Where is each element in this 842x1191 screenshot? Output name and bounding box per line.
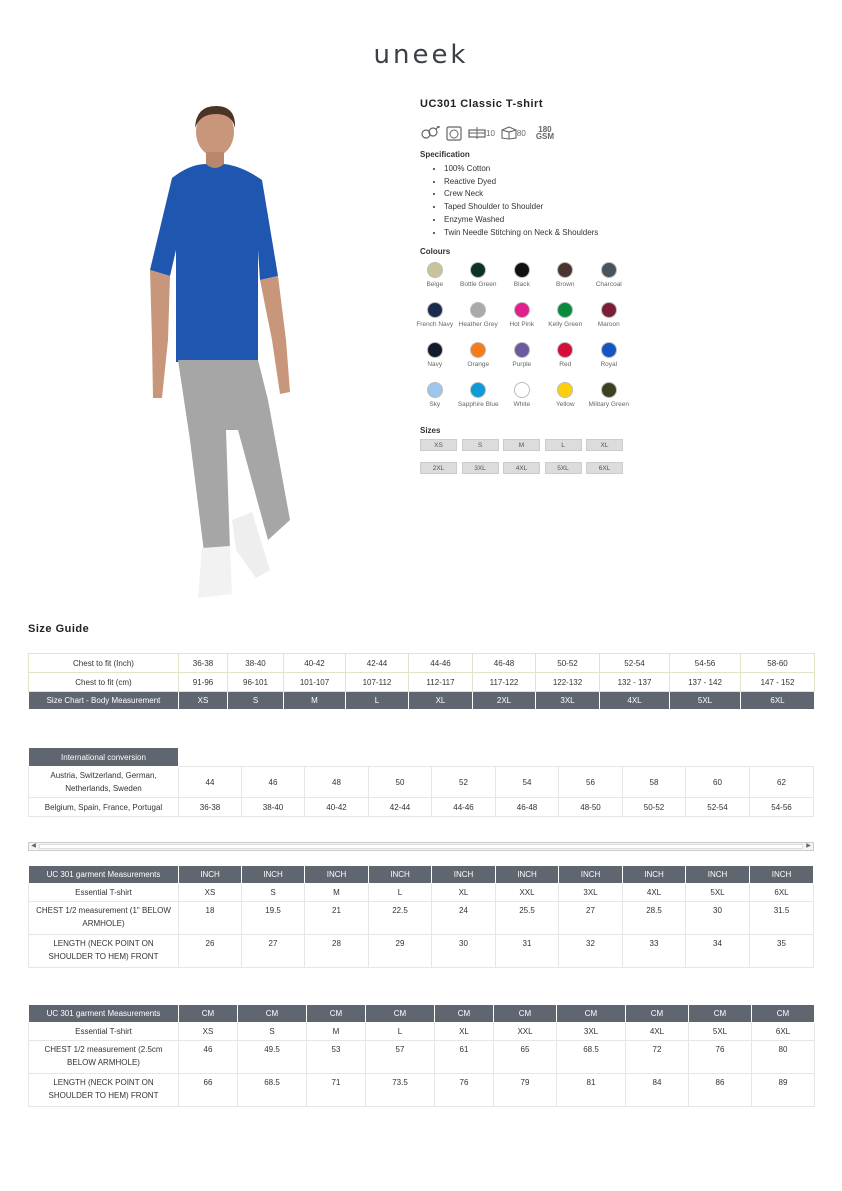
colour-dot[interactable] xyxy=(470,302,486,318)
table-cell: 50-52 xyxy=(536,654,600,673)
colour-dot[interactable] xyxy=(601,262,617,278)
table-cell: 46 xyxy=(242,767,305,798)
table-row xyxy=(29,673,815,692)
table-cell: 5XL xyxy=(670,692,741,710)
colour-name: Black xyxy=(513,281,530,289)
table-cell: CM xyxy=(689,1005,752,1023)
table-cell: 117-122 xyxy=(473,673,536,692)
table-cell: 132 - 137 xyxy=(600,673,670,692)
table-cell: 3XL xyxy=(536,692,600,710)
table-cell: 46-48 xyxy=(473,654,536,673)
table-cell: 25.5 xyxy=(496,902,559,935)
table-cell: 36-38 xyxy=(179,798,242,817)
table-row xyxy=(29,1005,815,1023)
product-info xyxy=(416,98,820,474)
colour-dot[interactable] xyxy=(557,262,573,278)
carton-icon xyxy=(501,126,526,140)
table-cell: INCH xyxy=(369,866,432,884)
table-cell: 38-40 xyxy=(242,798,305,817)
table-cell: 42-44 xyxy=(346,654,409,673)
table-row xyxy=(29,767,814,798)
spec-item: • Enzyme Washed xyxy=(444,214,820,227)
table-cell: 35 xyxy=(750,935,814,968)
table-cell: 46-48 xyxy=(496,798,559,817)
table-cell: 28 xyxy=(305,935,369,968)
spec-item: • Twin Needle Stitching on Neck & Shoulders xyxy=(444,227,820,240)
table-cell: M xyxy=(305,884,369,902)
colour-name: Sapphire Blue xyxy=(457,401,499,409)
table-cell: 33 xyxy=(623,935,686,968)
colour-name: Bottle Green xyxy=(460,281,497,289)
empty-cell xyxy=(369,748,432,767)
colour-name: Heather Grey xyxy=(458,321,498,329)
colour-swatch[interactable] xyxy=(457,382,501,418)
table-row xyxy=(29,654,815,673)
table-cell: 54-56 xyxy=(670,654,741,673)
colour-name: Purple xyxy=(512,361,532,369)
table-cell: XXL xyxy=(496,884,559,902)
table-cell: L xyxy=(369,884,432,902)
table-cell: 58 xyxy=(623,767,686,798)
table-cell: 72 xyxy=(626,1041,689,1074)
colour-swatch[interactable] xyxy=(544,382,588,418)
colour-dot[interactable] xyxy=(514,302,530,318)
size-chip[interactable]: 4XL xyxy=(503,462,540,474)
empty-cell xyxy=(623,748,686,767)
spec-item: • Crew Neck xyxy=(444,188,820,201)
colour-dot[interactable] xyxy=(470,262,486,278)
body-measurement-table xyxy=(28,653,815,710)
table-cell: XL xyxy=(409,692,473,710)
colour-swatch[interactable] xyxy=(587,382,631,418)
table-cell: 68.5 xyxy=(557,1041,626,1074)
brand-logo: uneek xyxy=(373,40,469,70)
table-cell: 101-107 xyxy=(284,673,346,692)
table-cell: INCH xyxy=(750,866,814,884)
table-cell: 54 xyxy=(496,767,559,798)
table-cell: 30 xyxy=(432,935,496,968)
colour-dot[interactable] xyxy=(427,262,443,278)
table-cell: INCH xyxy=(559,866,623,884)
colour-swatch[interactable] xyxy=(500,302,544,338)
table-cell: 6XL xyxy=(752,1023,815,1041)
colours-label: Colours xyxy=(420,247,451,257)
table-cell: Essential T-shirt xyxy=(29,1023,179,1041)
colour-name: Brown xyxy=(556,281,575,289)
table-cell: S xyxy=(228,692,284,710)
pack-qty: 10 xyxy=(486,128,495,138)
table-cell: 58-60 xyxy=(741,654,815,673)
table-cell: 38-40 xyxy=(228,654,284,673)
colour-dot[interactable] xyxy=(470,342,486,358)
table-cell: 107-112 xyxy=(346,673,409,692)
colour-dot[interactable] xyxy=(470,382,486,398)
spec-item: • Reactive Dyed xyxy=(444,176,820,189)
colour-name: Military Green xyxy=(588,401,629,409)
table-cell: CM xyxy=(626,1005,689,1023)
colour-swatch[interactable] xyxy=(587,342,631,378)
table-row xyxy=(29,798,814,817)
table-cell: 36-38 xyxy=(179,654,228,673)
table-cell: 84 xyxy=(626,1074,689,1107)
table-row xyxy=(29,1074,815,1107)
table-cell: CM xyxy=(435,1005,494,1023)
table-cell: 40-42 xyxy=(305,798,369,817)
table-cell: 31 xyxy=(496,935,559,968)
empty-cell xyxy=(305,748,369,767)
colour-name: Yellow xyxy=(555,401,575,409)
table-cell: 31.5 xyxy=(750,902,814,935)
table-cell: INCH xyxy=(496,866,559,884)
table-header-cell: International conversion xyxy=(29,748,179,767)
table-cell: 71 xyxy=(307,1074,366,1107)
size-chip[interactable]: M xyxy=(503,439,540,451)
scroll-left-icon[interactable]: ◀ xyxy=(31,843,36,849)
empty-cell xyxy=(242,748,305,767)
size-chip[interactable]: 3XL xyxy=(462,462,499,474)
specification-label: Specification xyxy=(420,150,470,159)
table-cell: 6XL xyxy=(750,884,814,902)
table-cell: 4XL xyxy=(600,692,670,710)
table-cell: 91-96 xyxy=(179,673,228,692)
scrollbar-thumb[interactable] xyxy=(39,844,803,849)
spec-list xyxy=(420,163,820,239)
table-cell: 42-44 xyxy=(369,798,432,817)
colour-dot[interactable] xyxy=(601,342,617,358)
empty-cell xyxy=(750,748,814,767)
table-cell: 6XL xyxy=(741,692,815,710)
table-cell: 62 xyxy=(750,767,814,798)
table-cell: 76 xyxy=(689,1041,752,1074)
colour-swatch[interactable] xyxy=(413,342,457,378)
table-cell: 32 xyxy=(559,935,623,968)
table-cell: 2XL xyxy=(473,692,536,710)
colour-swatch[interactable] xyxy=(500,382,544,418)
colour-swatches xyxy=(413,262,820,418)
table-cell: INCH xyxy=(305,866,369,884)
colour-dot[interactable] xyxy=(427,382,443,398)
table-cell: 4XL xyxy=(626,1023,689,1041)
table-cell: M xyxy=(307,1023,366,1041)
colour-swatch[interactable] xyxy=(413,262,457,298)
table-cell: 49.5 xyxy=(238,1041,307,1074)
size-chip[interactable]: 2XL xyxy=(420,462,457,474)
table-cell: XS xyxy=(179,1023,238,1041)
colour-swatch[interactable] xyxy=(413,382,457,418)
carton-qty: 80 xyxy=(516,128,526,138)
table-cell: 147 - 152 xyxy=(741,673,815,692)
table-cell: CM xyxy=(752,1005,815,1023)
table-cell: 27 xyxy=(559,902,623,935)
table-cell: UC 301 garment Measurements xyxy=(29,1005,179,1023)
table-cell: 27 xyxy=(242,935,305,968)
wash-icon xyxy=(446,126,462,141)
table-cell: CM xyxy=(557,1005,626,1023)
colour-swatch[interactable] xyxy=(500,342,544,378)
table-cell: 112-117 xyxy=(409,673,473,692)
table-cell: 48-50 xyxy=(559,798,623,817)
colour-swatch[interactable] xyxy=(544,262,588,298)
size-guide-title: Size Guide xyxy=(28,623,90,635)
table-cell: Chest to fit (Inch) xyxy=(29,654,179,673)
colour-dot[interactable] xyxy=(514,342,530,358)
size-chip[interactable]: XS xyxy=(420,439,457,451)
table-cell: Essential T-shirt xyxy=(29,884,179,902)
table-cell: 29 xyxy=(369,935,432,968)
empty-cell xyxy=(496,748,559,767)
gsm-unit: GSM xyxy=(535,132,555,141)
table-row xyxy=(29,1023,815,1041)
table-cell: 52-54 xyxy=(600,654,670,673)
colour-swatch[interactable] xyxy=(457,342,501,378)
table-cell: XL xyxy=(435,1023,494,1041)
colour-swatch[interactable] xyxy=(457,262,501,298)
table-cell: 21 xyxy=(305,902,369,935)
colour-swatch[interactable] xyxy=(587,262,631,298)
table-cell: 22.5 xyxy=(369,902,432,935)
table-cell: 79 xyxy=(494,1074,557,1107)
size-chip[interactable]: S xyxy=(462,439,499,451)
colour-swatch[interactable] xyxy=(413,302,457,338)
table-cell: 80 xyxy=(752,1041,815,1074)
table-row xyxy=(29,692,815,710)
care-icons xyxy=(420,124,820,142)
colour-dot[interactable] xyxy=(427,342,443,358)
gsm-value: 180 xyxy=(538,125,552,134)
size-chip[interactable]: XL xyxy=(586,439,623,451)
table-cell: 46 xyxy=(179,1041,238,1074)
table-cell: Chest to fit (cm) xyxy=(29,673,179,692)
gsm-icon xyxy=(536,126,554,140)
table-cell: 52-54 xyxy=(686,798,750,817)
colour-dot[interactable] xyxy=(557,382,573,398)
size-chips xyxy=(420,439,820,474)
table-cell: 30 xyxy=(686,902,750,935)
colour-swatch[interactable] xyxy=(457,302,501,338)
colour-dot[interactable] xyxy=(601,382,617,398)
table-cell: 40-42 xyxy=(284,654,346,673)
table-cell: 60 xyxy=(686,767,750,798)
empty-cell xyxy=(686,748,750,767)
table-cell: CM xyxy=(238,1005,307,1023)
table-cell: 61 xyxy=(435,1041,494,1074)
table-cell: XS xyxy=(179,692,228,710)
table-cell: LENGTH (NECK POINT ON SHOULDER TO HEM) FRONT xyxy=(29,935,179,968)
table-row xyxy=(29,1041,815,1074)
table-cell: INCH xyxy=(179,866,242,884)
table-cell: 44-46 xyxy=(409,654,473,673)
table-cell: 44 xyxy=(179,767,242,798)
table-cell: Size Chart - Body Measurement xyxy=(29,692,179,710)
table-row xyxy=(29,884,814,902)
table-cell: INCH xyxy=(623,866,686,884)
table-cell: 28.5 xyxy=(623,902,686,935)
table-cell: 76 xyxy=(435,1074,494,1107)
size-chip[interactable]: 5XL xyxy=(545,462,582,474)
garment-inch-table xyxy=(28,865,814,968)
table-cell: Belgium, Spain, France, Portugal xyxy=(29,798,179,817)
table-cell: 18 xyxy=(179,902,242,935)
table-cell: 54-56 xyxy=(750,798,814,817)
colour-swatch[interactable] xyxy=(500,262,544,298)
colour-name: Beige xyxy=(426,281,444,289)
table-cell: 5XL xyxy=(689,1023,752,1041)
table-cell: 122-132 xyxy=(536,673,600,692)
sizes-label: Sizes xyxy=(420,426,441,436)
spec-item: • 100% Cotton xyxy=(444,163,820,176)
table-cell: 50-52 xyxy=(623,798,686,817)
colour-dot[interactable] xyxy=(427,302,443,318)
table-row xyxy=(29,902,814,935)
table-cell: XXL xyxy=(494,1023,557,1041)
colour-name: Charcoal xyxy=(595,281,622,289)
table-cell: 26 xyxy=(179,935,242,968)
table-cell: 4XL xyxy=(623,884,686,902)
table-cell: S xyxy=(238,1023,307,1041)
colour-swatch[interactable] xyxy=(544,342,588,378)
garment-cm-table xyxy=(28,1004,815,1107)
colour-name: Navy xyxy=(427,361,443,369)
table-cell: INCH xyxy=(686,866,750,884)
table-cell: 52 xyxy=(432,767,496,798)
table-cell: 3XL xyxy=(559,884,623,902)
colour-dot[interactable] xyxy=(601,302,617,318)
colour-name: Red xyxy=(559,361,572,369)
size-chip[interactable]: 6XL xyxy=(586,462,623,474)
table-cell: 81 xyxy=(557,1074,626,1107)
model-photo xyxy=(140,100,310,605)
table-cell: 66 xyxy=(179,1074,238,1107)
table-cell: S xyxy=(242,884,305,902)
table-row xyxy=(29,935,814,968)
colour-name: Sky xyxy=(429,401,441,409)
gender-icon xyxy=(420,126,440,140)
table-cell: L xyxy=(366,1023,435,1041)
table-cell: 34 xyxy=(686,935,750,968)
table-cell: 86 xyxy=(689,1074,752,1107)
table-cell: 68.5 xyxy=(238,1074,307,1107)
size-chip[interactable]: L xyxy=(545,439,582,451)
empty-cell xyxy=(559,748,623,767)
colour-dot[interactable] xyxy=(514,262,530,278)
horizontal-scrollbar[interactable] xyxy=(28,842,814,851)
colour-swatch[interactable] xyxy=(544,302,588,338)
table-cell: UC 301 garment Measurements xyxy=(29,866,179,884)
colour-name: Maroon xyxy=(597,321,620,329)
table-cell: 56 xyxy=(559,767,623,798)
product-title: UC301 Classic T-shirt xyxy=(420,98,543,110)
table-cell: CM xyxy=(179,1005,238,1023)
colour-name: White xyxy=(513,401,531,409)
table-cell: 53 xyxy=(307,1041,366,1074)
table-cell: 24 xyxy=(432,902,496,935)
colour-dot[interactable] xyxy=(557,302,573,318)
table-cell: 44-46 xyxy=(432,798,496,817)
table-cell: 57 xyxy=(366,1041,435,1074)
table-cell: 48 xyxy=(305,767,369,798)
colour-name: Kelly Green xyxy=(548,321,583,329)
table-cell: 65 xyxy=(494,1041,557,1074)
colour-name: French Navy xyxy=(416,321,454,329)
colour-name: Royal xyxy=(600,361,618,369)
table-cell: 50 xyxy=(369,767,432,798)
table-cell: CHEST 1/2 measurement (1" BELOW ARMHOLE) xyxy=(29,902,179,935)
table-cell: 73.5 xyxy=(366,1074,435,1107)
table-cell: LENGTH (NECK POINT ON SHOULDER TO HEM) FRONT xyxy=(29,1074,179,1107)
table-cell: 96-101 xyxy=(228,673,284,692)
table-cell: Austria, Switzerland, German, Netherlands, Sweden xyxy=(29,767,179,798)
pack-icon xyxy=(468,127,495,139)
colour-name: Orange xyxy=(467,361,490,369)
scroll-right-icon[interactable]: ▶ xyxy=(806,843,811,849)
colour-dot[interactable] xyxy=(514,382,530,398)
table-cell: XL xyxy=(432,884,496,902)
table-cell: XS xyxy=(179,884,242,902)
table-cell: 3XL xyxy=(557,1023,626,1041)
table-cell: 19.5 xyxy=(242,902,305,935)
table-cell: CM xyxy=(307,1005,366,1023)
spec-item: • Taped Shoulder to Shoulder xyxy=(444,201,820,214)
colour-name: Hot Pink xyxy=(509,321,535,329)
table-cell: CM xyxy=(366,1005,435,1023)
empty-cell xyxy=(432,748,496,767)
table-cell: INCH xyxy=(432,866,496,884)
table-header-row xyxy=(29,748,814,767)
table-cell: 89 xyxy=(752,1074,815,1107)
table-cell: 137 - 142 xyxy=(670,673,741,692)
table-row xyxy=(29,866,814,884)
table-cell: INCH xyxy=(242,866,305,884)
international-conversion-table xyxy=(28,747,814,817)
table-cell: L xyxy=(346,692,409,710)
colour-swatch[interactable] xyxy=(587,302,631,338)
empty-cell xyxy=(179,748,242,767)
colour-dot[interactable] xyxy=(557,342,573,358)
table-cell: 5XL xyxy=(686,884,750,902)
table-cell: CM xyxy=(494,1005,557,1023)
table-cell: CHEST 1/2 measurement (2.5cm BELOW ARMHOLE) xyxy=(29,1041,179,1074)
table-cell: M xyxy=(284,692,346,710)
